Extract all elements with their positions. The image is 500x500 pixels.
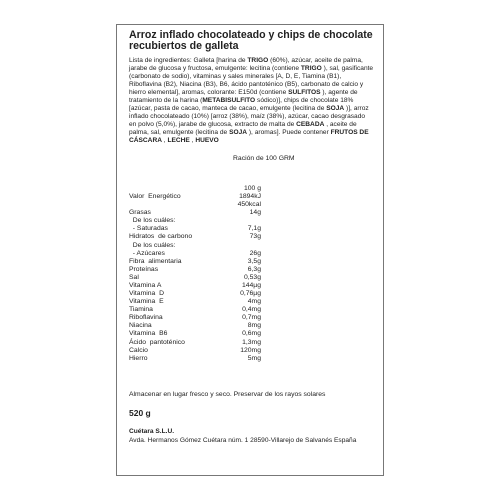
company-address: Avda. Hermanos Gómez Cuétara núm. 1 28590-Villarejo de Salvanés España (129, 437, 357, 444)
serving-size: Ración de 100 GRM (233, 155, 295, 162)
nutrient-name: De los cuáles: (129, 217, 176, 225)
nutrient-value: 0,6mg (242, 330, 261, 338)
nutrient-name: Hidratos de carbono (129, 233, 193, 241)
allergen-text: TRIGO (300, 65, 322, 73)
allergen-text: SULFITOS (288, 89, 321, 97)
allergen-text: FRUTOS DE CÁSCARA (129, 129, 369, 145)
nutrient-value: 100 g (243, 185, 261, 192)
nutrition-row (129, 274, 369, 282)
nutrient-name: Proteínas (129, 265, 159, 273)
nutrient-value: 0,76µg (240, 290, 261, 298)
nutrient-value: 14g (249, 209, 261, 217)
nutrient-name: Vitamina D (129, 290, 165, 298)
nutrition-row (129, 330, 369, 338)
nutrition-row (129, 290, 369, 298)
nutrient-name: Vitamina E (129, 298, 164, 306)
nutrient-value: 1,3mg (242, 338, 261, 346)
nutrition-row (129, 217, 369, 225)
nutrient-name: De los cuáles: (129, 241, 176, 249)
nutrient-name: Sal (129, 273, 139, 281)
ingredient-text: , aceite de palma, sal, emulgente (lecitina de (129, 121, 357, 137)
ingredient-text: , (161, 137, 168, 145)
nutrition-row (129, 266, 369, 274)
nutrient-name: Vitamina B6 (129, 330, 168, 338)
allergen-text: METABISULFITO (202, 97, 256, 105)
nutrient-value: 8mg (247, 322, 261, 330)
nutrient-name: - Azúcares (129, 249, 165, 257)
nutrition-row (129, 225, 369, 233)
nutrient-value: 7,1g (247, 225, 261, 233)
ingredient-text: , (189, 137, 196, 145)
nutrient-name: Niacina (129, 322, 152, 330)
nutrition-row (129, 355, 369, 363)
nutrient-value: 144µg (241, 281, 261, 289)
allergen-text: TRIGO (247, 57, 269, 64)
nutrition-row (129, 306, 369, 314)
nutrition-row (129, 339, 369, 347)
nutrition-row (129, 322, 369, 330)
nutrient-value: 0,7mg (242, 314, 261, 322)
product-title: Arroz inflado chocolateado y chips de chocolate recubiertos de galleta (129, 29, 373, 53)
nutrient-value: 3,5g (247, 257, 261, 265)
nutrient-name: Grasas (129, 209, 151, 217)
nutrition-table (129, 0, 369, 500)
nutrient-value: 0,53g (243, 273, 261, 281)
nutrient-value: 5mg (247, 354, 261, 362)
nutrition-row (129, 233, 369, 241)
nutrient-name: - Saturadas (129, 225, 168, 233)
allergen-text: SOJA (229, 129, 248, 137)
nutrient-value: 450kcal (237, 201, 261, 209)
allergen-text: SOJA (326, 105, 345, 113)
nutrition-row (129, 242, 369, 250)
nutrition-row (129, 185, 369, 193)
nutrient-name: Riboflavina (129, 314, 163, 322)
allergen-text: LECHE (167, 137, 190, 145)
nutrition-row (129, 298, 369, 306)
nutrient-value: 1894kJ (239, 193, 261, 201)
nutrient-value: 0,4mg (242, 306, 261, 314)
ingredient-text: Lista de ingredientes: Galleta [harina de (129, 57, 248, 64)
ingredient-text: ), agente de tratamiento de la harina ( (129, 89, 358, 105)
net-weight: 520 g (129, 408, 151, 418)
nutrient-value: 6,3g (247, 265, 261, 273)
company-name: Cuétara S.L.U. (129, 428, 175, 435)
ingredient-text: )], arroz inflado chocolateado (10%) [arroz (38%), maíz (38%), azúcar, cacao desgrasado en polvo (5,0%), jarabe de glucosa, extracto de malta de (129, 105, 369, 129)
nutrient-name: Hierro (129, 354, 148, 362)
allergen-text: CEBADA (296, 121, 325, 129)
nutrition-row (129, 258, 369, 266)
nutrient-value: 120mg (240, 346, 261, 354)
nutrient-value: 26g (249, 249, 261, 257)
ingredient-text: ), aromas]. Puede contener (247, 129, 331, 137)
nutrition-row (129, 314, 369, 322)
nutrient-name: Ácido pantoténico (129, 338, 185, 346)
nutrition-row (129, 209, 369, 217)
nutrition-row (129, 250, 369, 258)
ingredient-text: ), sal, gasificante (carbonato de sodio), vitaminas y sales minerales [A, D, E, Tiamina (B1), Riboflavina (B2), Niacina (B3), B6, ácido pantoténico (B5), carbonato de calcio y hierro elemental], aromas, colorante: E150d (contiene (129, 65, 374, 97)
nutrient-name: Valor Energético (129, 193, 181, 201)
allergen-text: HUEVO (195, 137, 219, 145)
nutrition-row (129, 347, 369, 355)
nutrient-name: Vitamina A (129, 281, 162, 289)
nutrient-name: Calcio (129, 346, 148, 354)
nutrition-row (129, 282, 369, 290)
ingredient-text: (60%), azúcar, aceite de palma, jarabe de glucosa y fructosa, emulgente: lecitina (contiene (129, 57, 363, 73)
nutrient-value: 73g (249, 233, 261, 241)
ingredient-text: sódico)], chips de chocolate 18% [azúcar, pasta de cacao, manteca de cacao, emulgente (lecitina de (129, 97, 354, 113)
storage-instructions: Almacenar en lugar fresco y seco. Preservar de los rayos solares (129, 391, 326, 398)
nutrient-value: 4mg (247, 298, 261, 306)
nutrient-name: Fibra alimentaria (129, 257, 182, 265)
nutrient-name: Tiamina (129, 306, 153, 314)
nutrition-row (129, 201, 369, 209)
nutrition-row (129, 193, 369, 201)
